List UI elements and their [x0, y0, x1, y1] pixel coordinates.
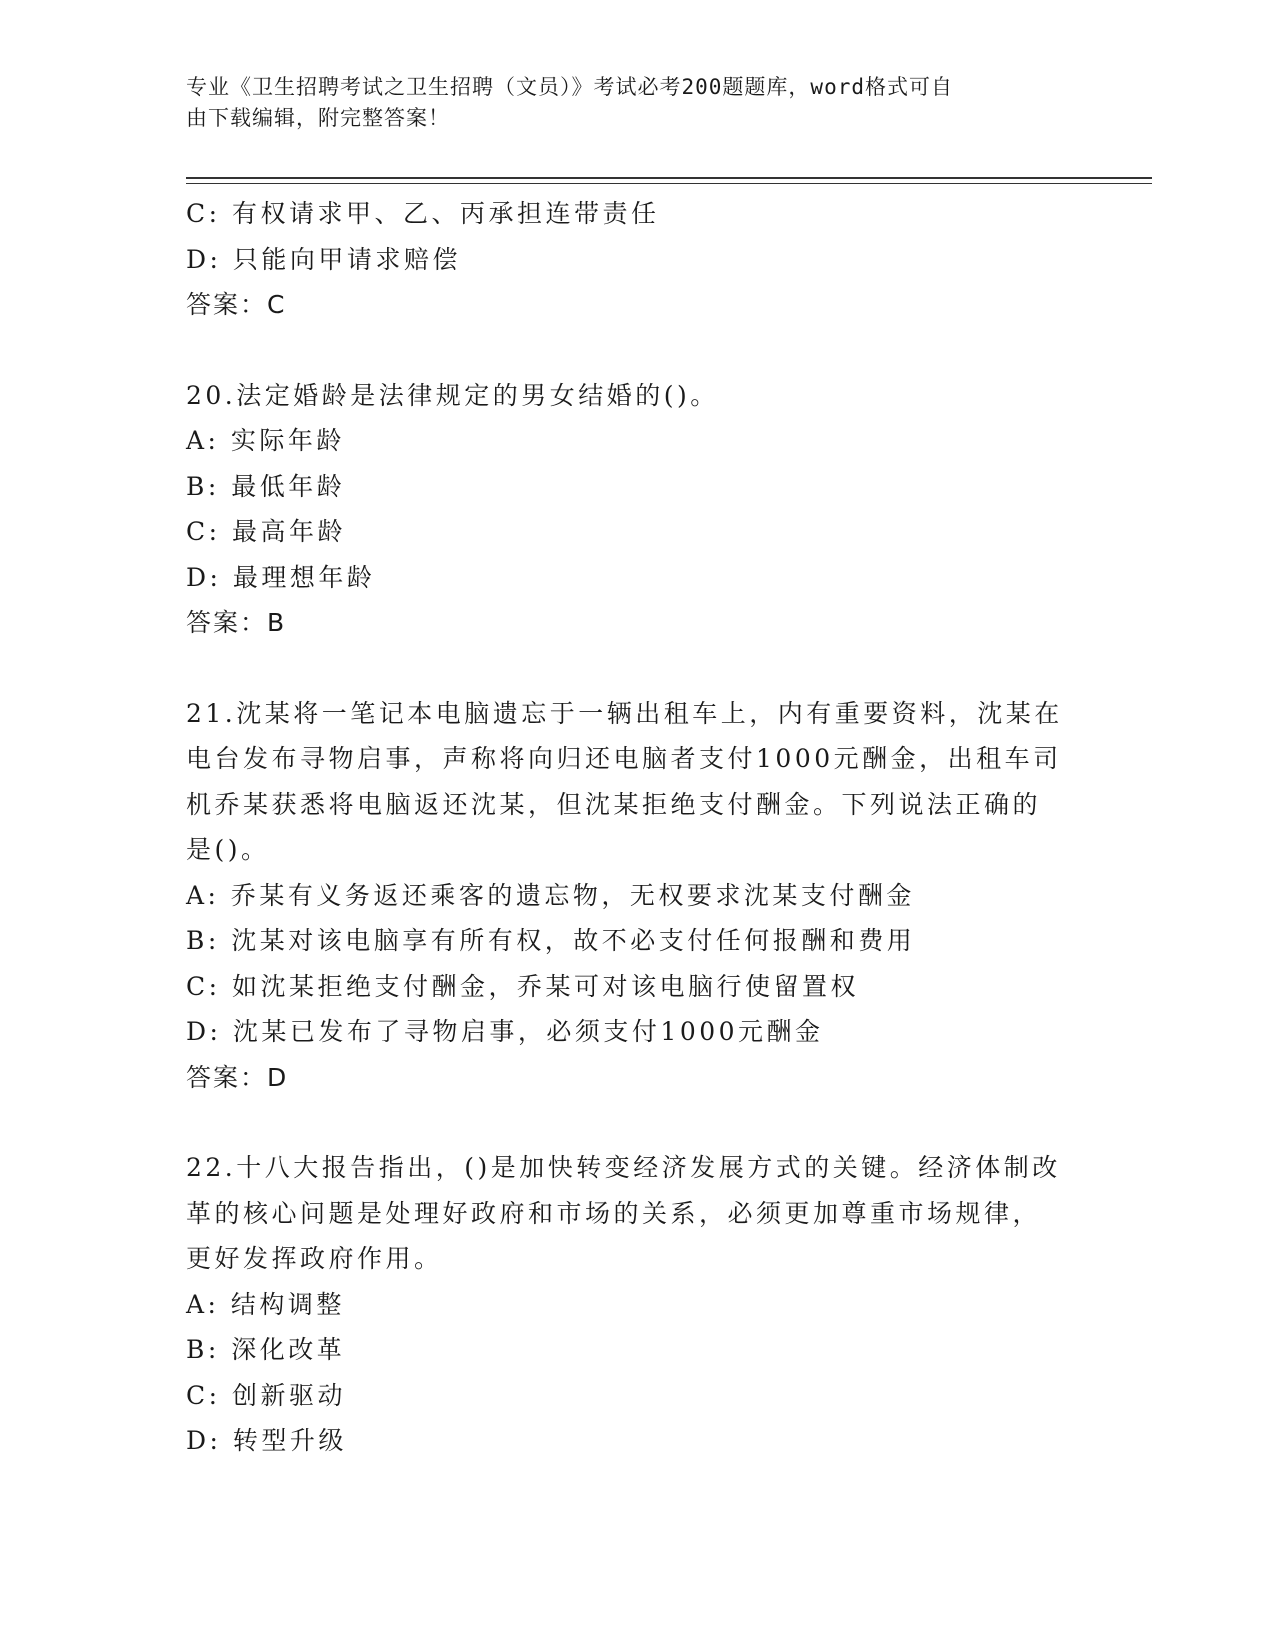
answer-line: 答案：B: [186, 608, 287, 637]
header-line: 专业《卫生招聘考试之卫生招聘（文员）》考试必考200题题库，word格式可自: [186, 75, 953, 99]
question-stem: 21.沈某将一笔记本电脑遗忘于一辆出租车上，内有重要资料，沈某在: [186, 698, 1063, 728]
option-a: A: 乔某有义务返还乘客的遗忘物，无权要求沈某支付酬金: [186, 880, 915, 910]
option-d: D: 沈某已发布了寻物启事，必须支付1000元酬金: [186, 1017, 824, 1046]
question-stem: 是()。: [186, 835, 270, 864]
question-list: [186, 191, 1086, 1464]
header-line: 由下载编辑，附完整答案！: [186, 106, 450, 130]
option-b: B: 深化改革: [186, 1335, 346, 1364]
option-d: D: 只能向甲请求赔偿: [186, 244, 461, 274]
question-stem: 20.法定婚龄是法律规定的男女结婚的()。: [186, 380, 719, 410]
option-a: A: 实际年龄: [186, 426, 345, 455]
header-divider: [186, 183, 1152, 184]
header-divider: [186, 177, 1152, 179]
answer-line: 答案：C: [186, 290, 287, 319]
question-block-21: [186, 691, 1086, 1101]
option-c: C: 最高年龄: [186, 517, 346, 546]
question-block-22: [186, 1145, 1086, 1464]
option-c: C: 有权请求甲、乙、丙承担连带责任: [186, 199, 660, 228]
question-block-19: [186, 191, 1086, 328]
option-d: D: 转型升级: [186, 1426, 347, 1455]
question-block-20: [186, 373, 1086, 646]
question-stem: 革的核心问题是处理好政府和市场的关系，必须更加尊重市场规律，: [186, 1198, 1042, 1228]
option-b: B: 最低年龄: [186, 471, 346, 501]
option-c: C: 如沈某拒绝支付酬金，乔某可对该电脑行使留置权: [186, 971, 860, 1001]
question-stem: 更好发挥政府作用。: [186, 1244, 443, 1273]
option-c: C: 创新驱动: [186, 1380, 346, 1410]
document-header: [186, 72, 1066, 134]
question-stem: 22.十八大报告指出，()是加快转变经济发展方式的关键。经济体制改: [186, 1153, 1061, 1182]
question-stem: 机乔某获悉将电脑返还沈某，但沈某拒绝支付酬金。下列说法正确的: [186, 789, 1042, 819]
answer-line: 答案：D: [186, 1062, 289, 1092]
option-a: A: 结构调整: [186, 1289, 345, 1319]
option-b: B: 沈某对该电脑享有所有权，故不必支付任何报酬和费用: [186, 926, 916, 955]
option-d: D: 最理想年龄: [186, 562, 376, 592]
question-stem: 电台发布寻物启事，声称将向归还电脑者支付1000元酬金，出租车司: [186, 744, 1062, 773]
